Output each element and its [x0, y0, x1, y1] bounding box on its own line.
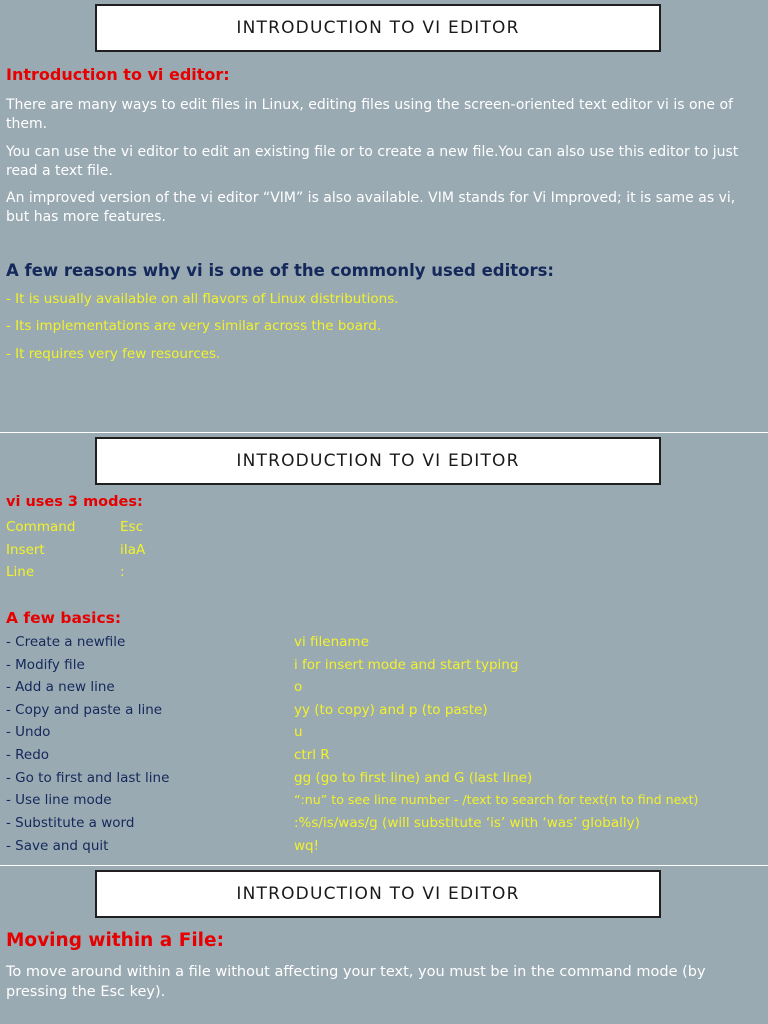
mode-keys: Esc [120, 519, 143, 535]
basics-row [6, 657, 766, 679]
reason-item: - It requires very few resources. [6, 346, 221, 362]
mode-row [6, 564, 766, 586]
basics-action: - Modify file [6, 657, 85, 673]
basics-heading: A few basics: [6, 609, 122, 627]
basics-command: yy (to copy) and p (to paste) [294, 702, 488, 718]
paragraph-ways-to-edit: There are many ways to edit files in Linux, editing files using the screen-oriented text editor vi is one of them. [6, 97, 733, 132]
mode-name: Command [6, 519, 76, 535]
basics-row [6, 747, 766, 769]
reasons-heading: A few reasons why vi is one of the commonly used editors: [6, 261, 555, 280]
basics-command: “:nu” to see line number - /text to search for text(n to find next) [294, 792, 699, 807]
basics-command: o [294, 679, 303, 695]
slide-1-heading: Introduction to vi editor: [6, 65, 230, 84]
paragraph-use-vi: You can use the vi editor to edit an existing file or to create a new file.You can also use this editor to just read a text file. [6, 144, 739, 179]
mode-keys: : [120, 564, 125, 580]
basics-command: wq! [294, 838, 320, 854]
modes-heading: vi uses 3 modes: [6, 494, 143, 510]
paragraph-moving: To move around within a file without affecting your text, you must be in the command mode (by pressing the Esc key). [6, 964, 706, 1000]
basics-command: u [294, 724, 303, 740]
slide-2 [0, 433, 768, 865]
basics-command: i for insert mode and start typing [294, 657, 519, 673]
paragraph-vim: An improved version of the vi editor “VIM” is also available. VIM stands for Vi Improved; it is same as vi, but has more features. [6, 190, 736, 225]
mode-row [6, 542, 766, 564]
slide-1 [0, 0, 768, 432]
slide-1-title: INTRODUCTION TO VI EDITOR [95, 4, 661, 52]
mode-keys: iIaA [120, 542, 146, 558]
basics-row [6, 724, 766, 746]
basics-row [6, 702, 766, 724]
basics-command: :%s/is/was/g (will substitute ‘is’ with ‘was’ globally) [294, 815, 640, 831]
slide-3 [0, 866, 768, 1024]
basics-command: vi filename [294, 634, 369, 650]
basics-action: - Substitute a word [6, 815, 135, 831]
basics-command: gg (go to first line) and G (last line) [294, 770, 533, 786]
basics-row [6, 815, 766, 837]
basics-action: - Add a new line [6, 679, 115, 695]
basics-command: ctrl R [294, 747, 330, 763]
slide-2-title: INTRODUCTION TO VI EDITOR [95, 437, 661, 485]
reason-item: - Its implementations are very similar across the board. [6, 318, 382, 334]
basics-row [6, 679, 766, 701]
slide-3-title: INTRODUCTION TO VI EDITOR [95, 870, 661, 918]
reason-item: - It is usually available on all flavors of Linux distributions. [6, 291, 399, 307]
basics-action: - Undo [6, 724, 51, 740]
basics-action: - Copy and paste a line [6, 702, 163, 718]
basics-action: - Use line mode [6, 792, 112, 808]
basics-row [6, 838, 766, 860]
basics-row [6, 792, 766, 814]
basics-action: - Go to first and last line [6, 770, 170, 786]
mode-row [6, 519, 766, 541]
basics-row [6, 634, 766, 656]
basics-row [6, 770, 766, 792]
mode-name: Line [6, 564, 35, 580]
basics-action: - Save and quit [6, 838, 109, 854]
slide-3-heading: Moving within a File: [6, 930, 224, 951]
basics-action: - Create a newfile [6, 634, 126, 650]
basics-action: - Redo [6, 747, 50, 763]
mode-name: Insert [6, 542, 45, 558]
